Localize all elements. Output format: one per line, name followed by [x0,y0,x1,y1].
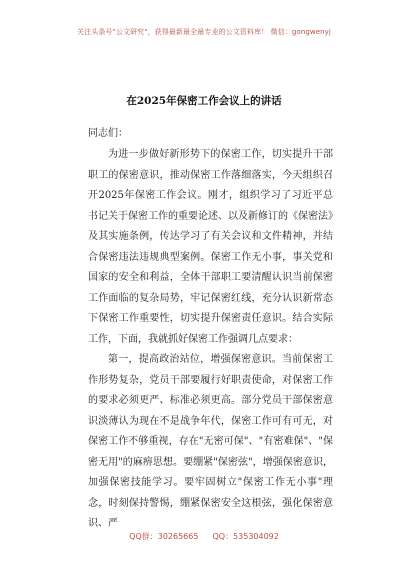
qq-number: QQ：535304092 [212,532,279,541]
qq-group-number: QQ群：30265665 [129,532,199,541]
header-note: 关注头条号"公文研究"，获得最新最全最专业的公文资料库！ 微信：gongwenyj [77,28,331,36]
body-text [88,145,333,535]
footer-contact [0,531,408,542]
document-title: 在2025年保密工作会议上的讲话 [126,95,282,107]
paragraph-first-point: 第一，提高政治站位，增强保密意识。当前保密工作形势复杂，党员干部要履行好职责使命，对保密工作的要求必须更严、标准必须更高。部分党员干部保密意识淡薄认为现在不是战争年代，保密工作可有可无，对保密工作不够重视，存在"无密可保"、"有密难保"、"保密无用"的麻痹思想。要绷紧"保密弦"，增强保密意识，加强保密技能学习。要牢固树立"保密工作无小事"理念，时刻保持警惕，绷紧保密安全这根弦，强化保密意识、严 [88,354,333,529]
salutation: 同志们： [88,128,128,139]
paragraph-intro: 为进一步做好新形势下的保密工作，切实提升干部职工的保密意识，推动保密工作落细落实，今天组织召开2025年保密工作会议。刚才，组织学习了习近平总书记关于保密工作的重要论述、以及新修订的《保密法》及其实施条例，传达学习了有关会议和文件精神，并结合保密违法违规典型案例。保密工作无小事，事关党和国家的安全和利益，全体干部职工要清醒认识当前保密工作面临的复杂局势，牢记保密红线，充分认识新常态下保密工作重要性，切实提升保密责任意识。结合实际工作，下面，我就抓好保密工作强调几点要求： [88,149,333,345]
